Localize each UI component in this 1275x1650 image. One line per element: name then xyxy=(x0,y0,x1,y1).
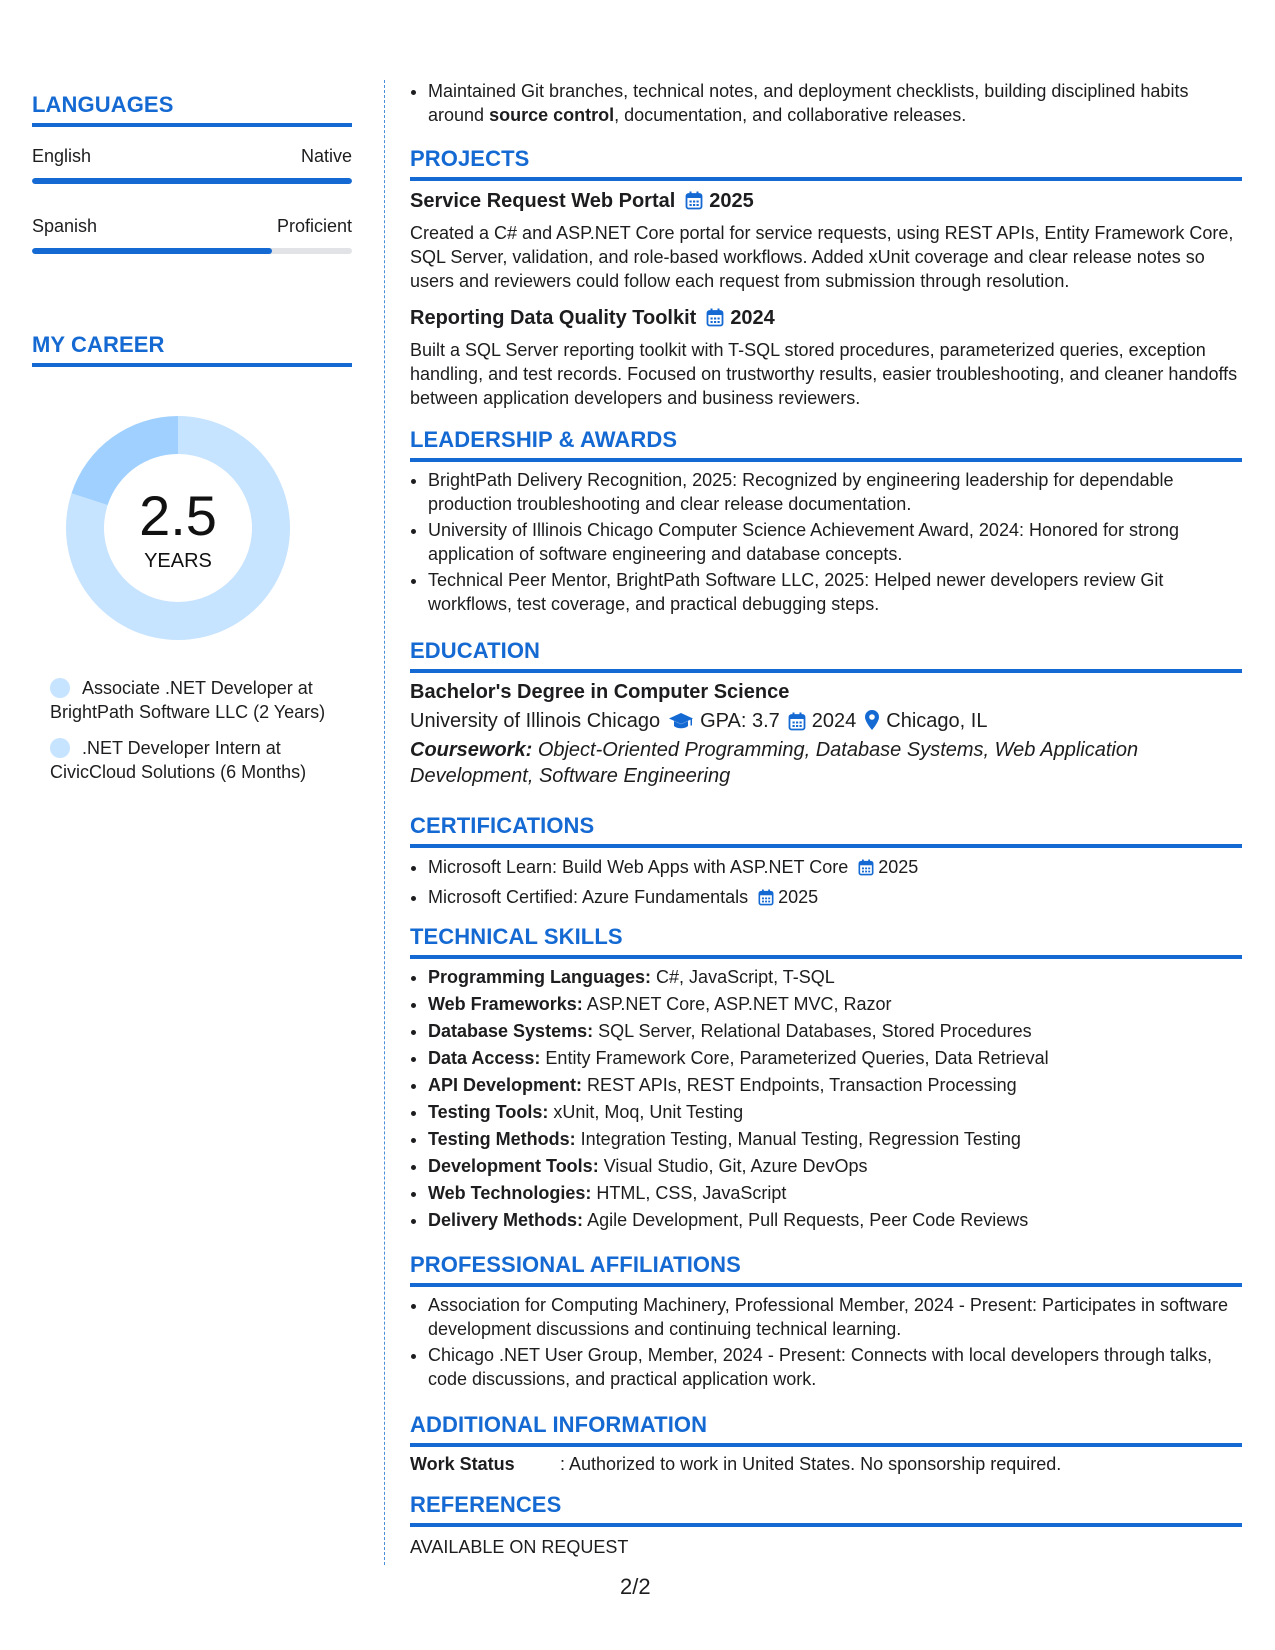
leadership-heading: LEADERSHIP & AWARDS xyxy=(410,427,1242,462)
skill-value: Visual Studio, Git, Azure DevOps xyxy=(603,1156,868,1176)
education-school: University of Illinois Chicago xyxy=(410,710,661,732)
certification-year: 2025 xyxy=(878,857,919,877)
skill-value: xUnit, Moq, Unit Testing xyxy=(553,1102,744,1122)
language-proficiency-bar xyxy=(32,178,352,184)
career-legend-item xyxy=(50,736,350,784)
education-heading: EDUCATION xyxy=(410,638,1242,673)
education-location: Chicago, IL xyxy=(886,710,988,732)
experience-bullet-emphasis: source control xyxy=(489,105,615,125)
skill-label: Development Tools: xyxy=(428,1156,599,1176)
certification-name: Microsoft Learn: Build Web Apps with ASP.NET Core xyxy=(428,857,849,877)
leadership-list xyxy=(410,468,1242,618)
certifications-heading: CERTIFICATIONS xyxy=(410,813,1242,848)
skill-item xyxy=(428,1127,1242,1151)
project-year: 2024 xyxy=(730,307,775,329)
affiliation-item: • Chicago .NET User Group, Member, 2024 - Present: Connects with local developers through talks, code discussions, and practical application work. xyxy=(428,1343,1242,1391)
education-degree: Bachelor's Degree in Computer Science xyxy=(410,681,790,703)
work-status-label: Work Status xyxy=(410,1454,515,1474)
skill-item xyxy=(428,1073,1242,1097)
affiliation-item: • Association for Computing Machinery, Professional Member, 2024 - Present: Participates in software development discussions and continuing technical learning. xyxy=(428,1293,1242,1341)
career-legend xyxy=(50,676,350,796)
education-gpa: GPA: 3.7 xyxy=(700,710,780,732)
skills-list xyxy=(410,965,1242,1235)
education-year: 2024 xyxy=(811,710,857,732)
skills-heading: TECHNICAL SKILLS xyxy=(410,924,1242,959)
references-text: AVAILABLE ON REQUEST xyxy=(410,1537,629,1557)
certifications-list xyxy=(410,855,1242,915)
leadership-item: • BrightPath Delivery Recognition, 2025: Recognized by engineering leadership for dependable production troubleshooting and clear release documentation. xyxy=(428,468,1242,516)
calendar-icon xyxy=(706,310,724,332)
project-description: Created a C# and ASP.NET Core portal for service requests, using REST APIs, Entity Framework Core, SQL Server, validation, and role-based workflows. Added xUnit coverage and clear release notes so users and reviewers could follow each request from submission through resolution. xyxy=(410,223,1234,291)
leadership-item: • University of Illinois Chicago Computer Science Achievement Award, 2024: Honored for strong application of software engineering and database concepts. xyxy=(428,518,1242,566)
work-status-row xyxy=(410,1452,1242,1476)
skill-item xyxy=(428,992,1242,1016)
project-name: Reporting Data Quality Toolkit xyxy=(410,307,697,329)
skill-label: Testing Tools: xyxy=(428,1102,549,1122)
calendar-icon xyxy=(685,193,703,215)
project-name: Service Request Web Portal xyxy=(410,190,676,212)
language-level: Proficient xyxy=(276,216,352,236)
certification-name: Microsoft Certified: Azure Fundamentals xyxy=(428,887,749,907)
languages-heading: LANGUAGES xyxy=(32,92,352,127)
affiliations-heading: PROFESSIONAL AFFILIATIONS xyxy=(410,1252,1242,1287)
skill-item xyxy=(428,1181,1242,1205)
skill-item xyxy=(428,1100,1242,1124)
column-divider xyxy=(384,80,385,1565)
career-legend-item xyxy=(50,676,350,724)
page-number: 2/2 xyxy=(620,1574,651,1599)
sidebar xyxy=(32,0,352,1600)
legend-dot xyxy=(50,738,70,758)
skill-item xyxy=(428,1046,1242,1070)
skill-value: Integration Testing, Manual Testing, Regression Testing xyxy=(580,1129,1021,1149)
skill-value: SQL Server, Relational Databases, Stored Procedures xyxy=(598,1021,1032,1041)
additional-info-heading: ADDITIONAL INFORMATION xyxy=(410,1412,1242,1447)
language-level: Native xyxy=(300,146,352,166)
language-proficiency-fill xyxy=(32,178,352,184)
skill-label: API Development: xyxy=(428,1075,583,1095)
skill-label: Web Technologies: xyxy=(428,1183,592,1203)
skill-value: HTML, CSS, JavaScript xyxy=(596,1183,787,1203)
skill-value: ASP.NET Core, ASP.NET MVC, Razor xyxy=(586,994,892,1014)
skill-label: Delivery Methods: xyxy=(428,1210,584,1230)
language-name: Spanish xyxy=(32,216,98,236)
career-total-value: 2.5 xyxy=(139,484,217,547)
project-item xyxy=(410,188,1242,293)
skill-label: Testing Methods: xyxy=(428,1129,576,1149)
skill-label: Data Access: xyxy=(428,1048,541,1068)
skill-item xyxy=(428,965,1242,989)
skill-label: Programming Languages: xyxy=(428,967,652,987)
affiliations-list xyxy=(410,1293,1242,1393)
leadership-item: • Technical Peer Mentor, BrightPath Software LLC, 2025: Helped newer developers review Git workflows, test coverage, and practical debugging steps. xyxy=(428,568,1242,616)
project-year: 2025 xyxy=(709,190,754,212)
language-name: English xyxy=(32,146,92,166)
skill-label: Database Systems: xyxy=(428,1021,594,1041)
career-donut-chart xyxy=(66,416,290,640)
skill-item xyxy=(428,1019,1242,1043)
project-item xyxy=(410,305,1242,410)
calendar-icon xyxy=(780,710,812,732)
references-heading: REFERENCES xyxy=(410,1492,1242,1527)
experience-bullet: • Maintained Git branches, technical notes, and deployment checklists, building disciplined habits around source control, documentation, and collaborative releases. xyxy=(428,79,1242,127)
certification-item xyxy=(428,885,1242,912)
skill-label: Web Frameworks: xyxy=(428,994,583,1014)
language-proficiency-fill xyxy=(32,248,272,254)
calendar-icon xyxy=(858,860,874,880)
certification-item xyxy=(428,855,1242,882)
skill-value: Entity Framework Core, Parameterized Queries, Data Retrieval xyxy=(545,1048,1049,1068)
legend-dot xyxy=(50,678,70,698)
experience-continuation xyxy=(410,79,1242,129)
career-heading: MY CAREER xyxy=(32,332,352,367)
education-coursework: Coursework: Object-Oriented Programming, Database Systems, Web Application Development, Software Engineering xyxy=(410,739,1139,787)
education-entry xyxy=(410,679,1242,789)
map-pin-icon xyxy=(856,710,886,732)
skill-item xyxy=(428,1154,1242,1178)
career-legend-label: Associate .NET Developer at BrightPath Software LLC (2 Years) xyxy=(50,678,326,722)
skill-value: REST APIs, REST Endpoints, Transaction Processing xyxy=(587,1075,1017,1095)
career-total-unit: YEARS xyxy=(144,550,212,572)
projects-heading: PROJECTS xyxy=(410,146,1242,181)
project-description: Built a SQL Server reporting toolkit with T-SQL stored procedures, parameterized queries, exception handling, and test records. Focused on trustworthy results, easier troubleshooting, and cleaner handoffs between application developers and business reviewers. xyxy=(410,340,1238,408)
calendar-icon xyxy=(758,890,774,910)
language-proficiency-bar xyxy=(32,248,352,254)
graduation-cap-icon xyxy=(660,710,700,732)
skill-value: Agile Development, Pull Requests, Peer Code Reviews xyxy=(587,1210,1029,1230)
skill-item xyxy=(428,1208,1242,1232)
career-legend-label: .NET Developer Intern at CivicCloud Solutions (6 Months) xyxy=(50,738,307,782)
certification-year: 2025 xyxy=(778,887,819,907)
skill-value: C#, JavaScript, T-SQL xyxy=(656,967,835,987)
work-status-value: : Authorized to work in United States. No sponsorship required. xyxy=(560,1454,1062,1474)
